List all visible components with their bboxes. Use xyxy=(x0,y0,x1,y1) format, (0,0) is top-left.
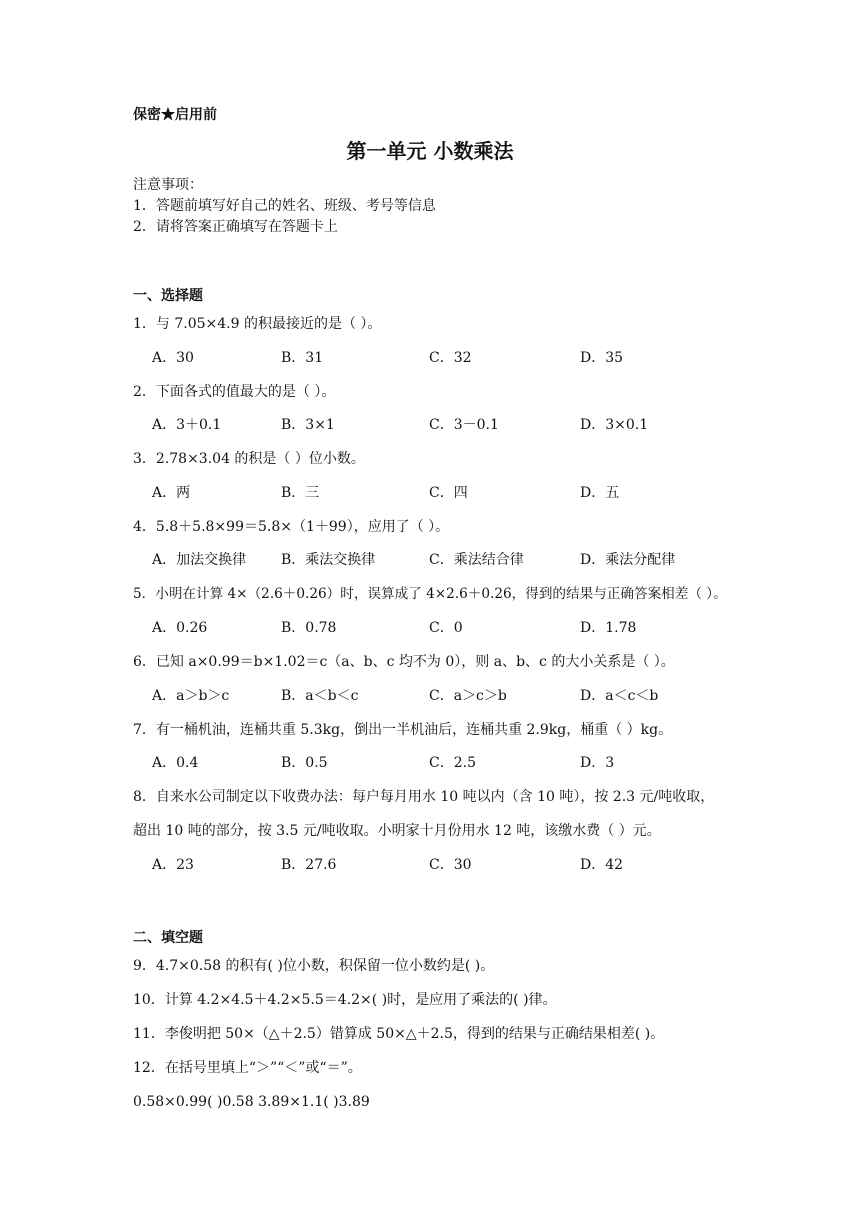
option: D．a＜c＜b xyxy=(580,688,659,704)
page-title: 第一单元 小数乘法 xyxy=(346,139,514,163)
option: C．a＞c＞b xyxy=(429,688,507,704)
option: B．0.78 xyxy=(281,620,337,636)
fill-question: 10．计算 4.2×4.5＋4.2×5.5＝4.2×( )时，是应用了乘法的( )律。 xyxy=(133,992,557,1008)
option: A．两 xyxy=(152,485,191,501)
option: D．35 xyxy=(580,350,624,366)
option: B．27.6 xyxy=(281,857,337,873)
option: A．30 xyxy=(152,350,194,366)
option: B．三 xyxy=(281,485,320,501)
option: D．五 xyxy=(580,485,620,501)
question-stem: 3．2.78×3.04 的积是（ ）位小数。 xyxy=(133,451,365,467)
question-stem: 1．与 7.05×4.9 的积最接近的是（ ）。 xyxy=(133,316,382,332)
option: A．a＞b＞c xyxy=(152,688,230,704)
option: D．3×0.1 xyxy=(580,417,649,433)
fill-question: 12．在括号里填上“＞”“＜”或“＝”。 xyxy=(133,1060,362,1076)
question-stem: 7．有一桶机油，连桶共重 5.3kg，倒出一半机油后，连桶共重 2.9kg，桶重（ ）kg。 xyxy=(133,722,673,738)
note-item: 1．答题前填写好自己的姓名、班级、考号等信息 xyxy=(133,198,436,214)
option: D．乘法分配律 xyxy=(580,552,676,568)
option: D．42 xyxy=(580,857,624,873)
option: A．3＋0.1 xyxy=(152,417,222,433)
option: C．30 xyxy=(429,857,472,873)
fill-question: 9．4.7×0.58 的积有( )位小数，积保留一位小数约是( )。 xyxy=(133,958,495,974)
option: B．a＜b＜c xyxy=(281,688,359,704)
section-title-fill: 二、填空题 xyxy=(133,930,203,946)
option: C．32 xyxy=(429,350,472,366)
option: C．四 xyxy=(429,485,468,501)
question-stem: 8．自来水公司制定以下收费办法：每户每月用水 10 吨以内（含 10 吨），按 2.3 元/吨收取， xyxy=(133,789,715,805)
option: D．1.78 xyxy=(580,620,637,636)
option: D．3 xyxy=(580,755,615,771)
option: A．23 xyxy=(152,857,194,873)
confidential-label: 保密★启用前 xyxy=(133,107,217,123)
option: B．3×1 xyxy=(281,417,335,433)
question-stem: 2．下面各式的值最大的是（ ）。 xyxy=(133,384,336,400)
option: C．乘法结合律 xyxy=(429,552,524,568)
option: C．0 xyxy=(429,620,463,636)
question-stem-continued: 超出 10 吨的部分，按 3.5 元/吨收取。小明家十月份用水 12 吨，该缴水费（ ）元。 xyxy=(133,823,661,839)
section-title-choice: 一、选择题 xyxy=(133,288,203,304)
option: B．0.5 xyxy=(281,755,328,771)
option: A．加法交换律 xyxy=(152,552,247,568)
fill-question: 11．李俊明把 50×（△＋2.5）错算成 50×△＋2.5，得到的结果与正确结果相差( )。 xyxy=(133,1026,665,1042)
note-item: 2．请将答案正确填写在答题卡上 xyxy=(133,219,338,235)
option: A．0.4 xyxy=(152,755,199,771)
question-stem: 4．5.8＋5.8×99＝5.8×（1＋99），应用了（ ）。 xyxy=(133,519,450,535)
option: C．2.5 xyxy=(429,755,476,771)
fill-question: 0.58×0.99( )0.58 3.89×1.1( )3.89 xyxy=(133,1094,370,1110)
option: B．31 xyxy=(281,350,324,366)
question-stem: 5．小明在计算 4×（2.6＋0.26）时，误算成了 4×2.6＋0.26，得到的结果与正确答案相差（ ）。 xyxy=(133,586,727,602)
option: C．3－0.1 xyxy=(429,417,499,433)
question-stem: 6．已知 a×0.99＝b×1.02＝c（a、b、c 均不为 0），则 a、b、c 的大小关系是（ ）。 xyxy=(133,654,675,670)
option: B．乘法交换律 xyxy=(281,552,376,568)
notes-heading: 注意事项： xyxy=(133,177,203,193)
option: A．0.26 xyxy=(152,620,208,636)
